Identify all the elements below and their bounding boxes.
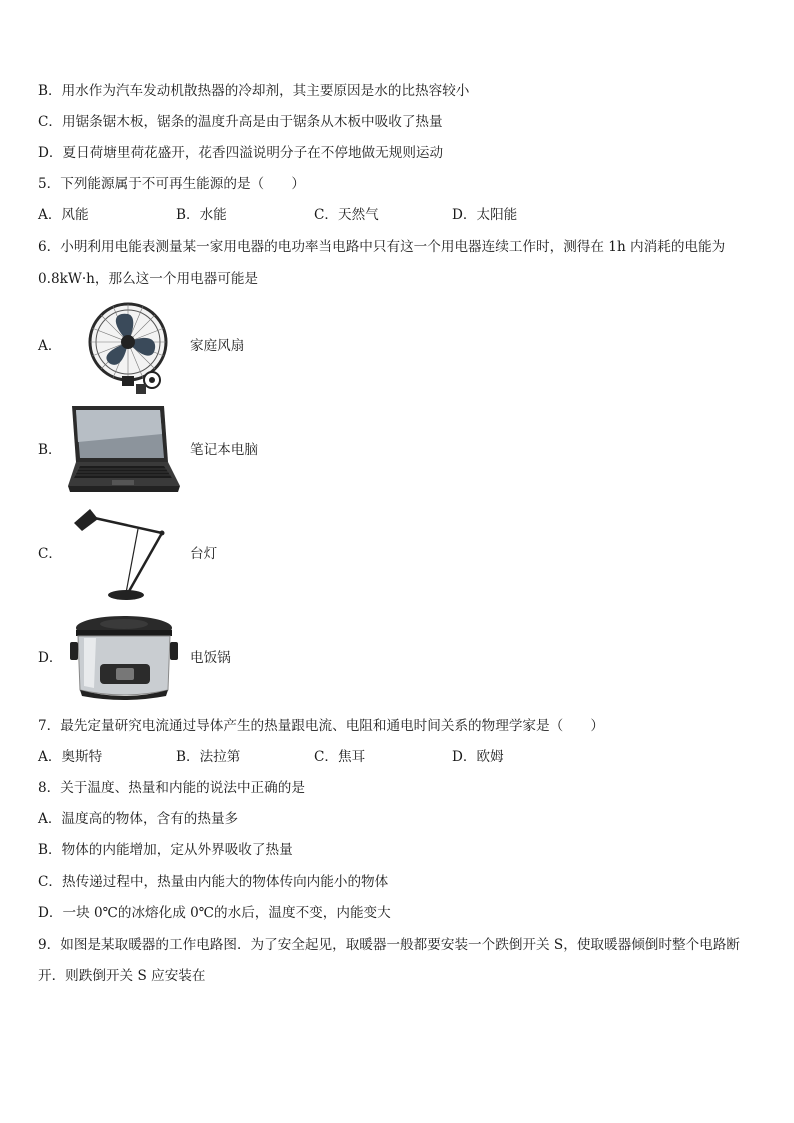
- q7-option-b: B．法拉第: [176, 749, 241, 765]
- q4-option-b: B．用水作为汽车发动机散热器的冷却剂，其主要原因是水的比热容较小: [38, 83, 470, 99]
- electric-fan-icon: [78, 300, 180, 396]
- q4-option-c: C．用锯条锯木板，锯条的温度升高是由于锯条从木板中吸收了热量: [38, 114, 443, 130]
- rice-cooker-icon: [70, 612, 178, 702]
- q8-option-c: C．热传递过程中，热量由内能大的物体传向内能小的物体: [38, 874, 389, 890]
- q5-option-c: C．天然气: [314, 207, 379, 223]
- q7-option-d: D．欧姆: [452, 749, 504, 765]
- q5-option-d: D．太阳能: [452, 207, 518, 223]
- q6-option-a-letter: A．: [38, 338, 62, 354]
- q7-option-c: C．焦耳: [314, 749, 366, 765]
- q6-option-c-label: 台灯: [190, 546, 218, 562]
- q8-option-b: B．物体的内能增加，定从外界吸收了热量: [38, 842, 293, 858]
- q6-option-d-letter: D．: [38, 650, 63, 666]
- q7-stem: 7．最先定量研究电流通过导体产生的热量跟电流、电阻和通电时间关系的物理学家是（ ）: [38, 718, 604, 734]
- q6-option-d-label: 电饭锅: [190, 650, 231, 666]
- q6-stem-line1: 6．小明利用电能表测量某一家用电器的电功率当电路中只有这一个用电器连续工作时，测得在 1h 内消耗的电能为: [38, 239, 726, 255]
- q5-option-a: A．风能: [38, 207, 89, 223]
- q8-stem: 8．关于温度、热量和内能的说法中正确的是: [38, 780, 305, 796]
- desk-lamp-icon: [68, 505, 170, 603]
- q6-option-b-label: 笔记本电脑: [190, 442, 258, 458]
- q9-stem-line1: 9．如图是某取暖器的工作电路图．为了安全起见，取暖器一般都要安装一个跌倒开关 S，使取暖器倾倒时整个电路断: [38, 937, 740, 953]
- q5-option-b: B．水能: [176, 207, 227, 223]
- q5-stem: 5．下列能源属于不可再生能源的是（ ）: [38, 176, 305, 192]
- q9-stem-line2: 开．则跌倒开关 S 应安装在: [38, 968, 206, 984]
- laptop-icon: [64, 404, 182, 496]
- q7-option-a: A．奥斯特: [38, 749, 103, 765]
- q6-option-c-letter: C．: [38, 546, 62, 562]
- q8-option-d: D．一块 0℃的冰熔化成 0℃的水后，温度不变，内能变大: [38, 905, 391, 921]
- q6-option-a-label: 家庭风扇: [190, 338, 245, 354]
- q6-stem-line2: 0.8kW·h，那么这一个用电器可能是: [38, 271, 259, 287]
- q8-option-a: A．温度高的物体，含有的热量多: [38, 811, 239, 827]
- q6-option-b-letter: B．: [38, 442, 62, 458]
- q4-option-d: D．夏日荷塘里荷花盛开，花香四溢说明分子在不停地做无规则运动: [38, 145, 444, 161]
